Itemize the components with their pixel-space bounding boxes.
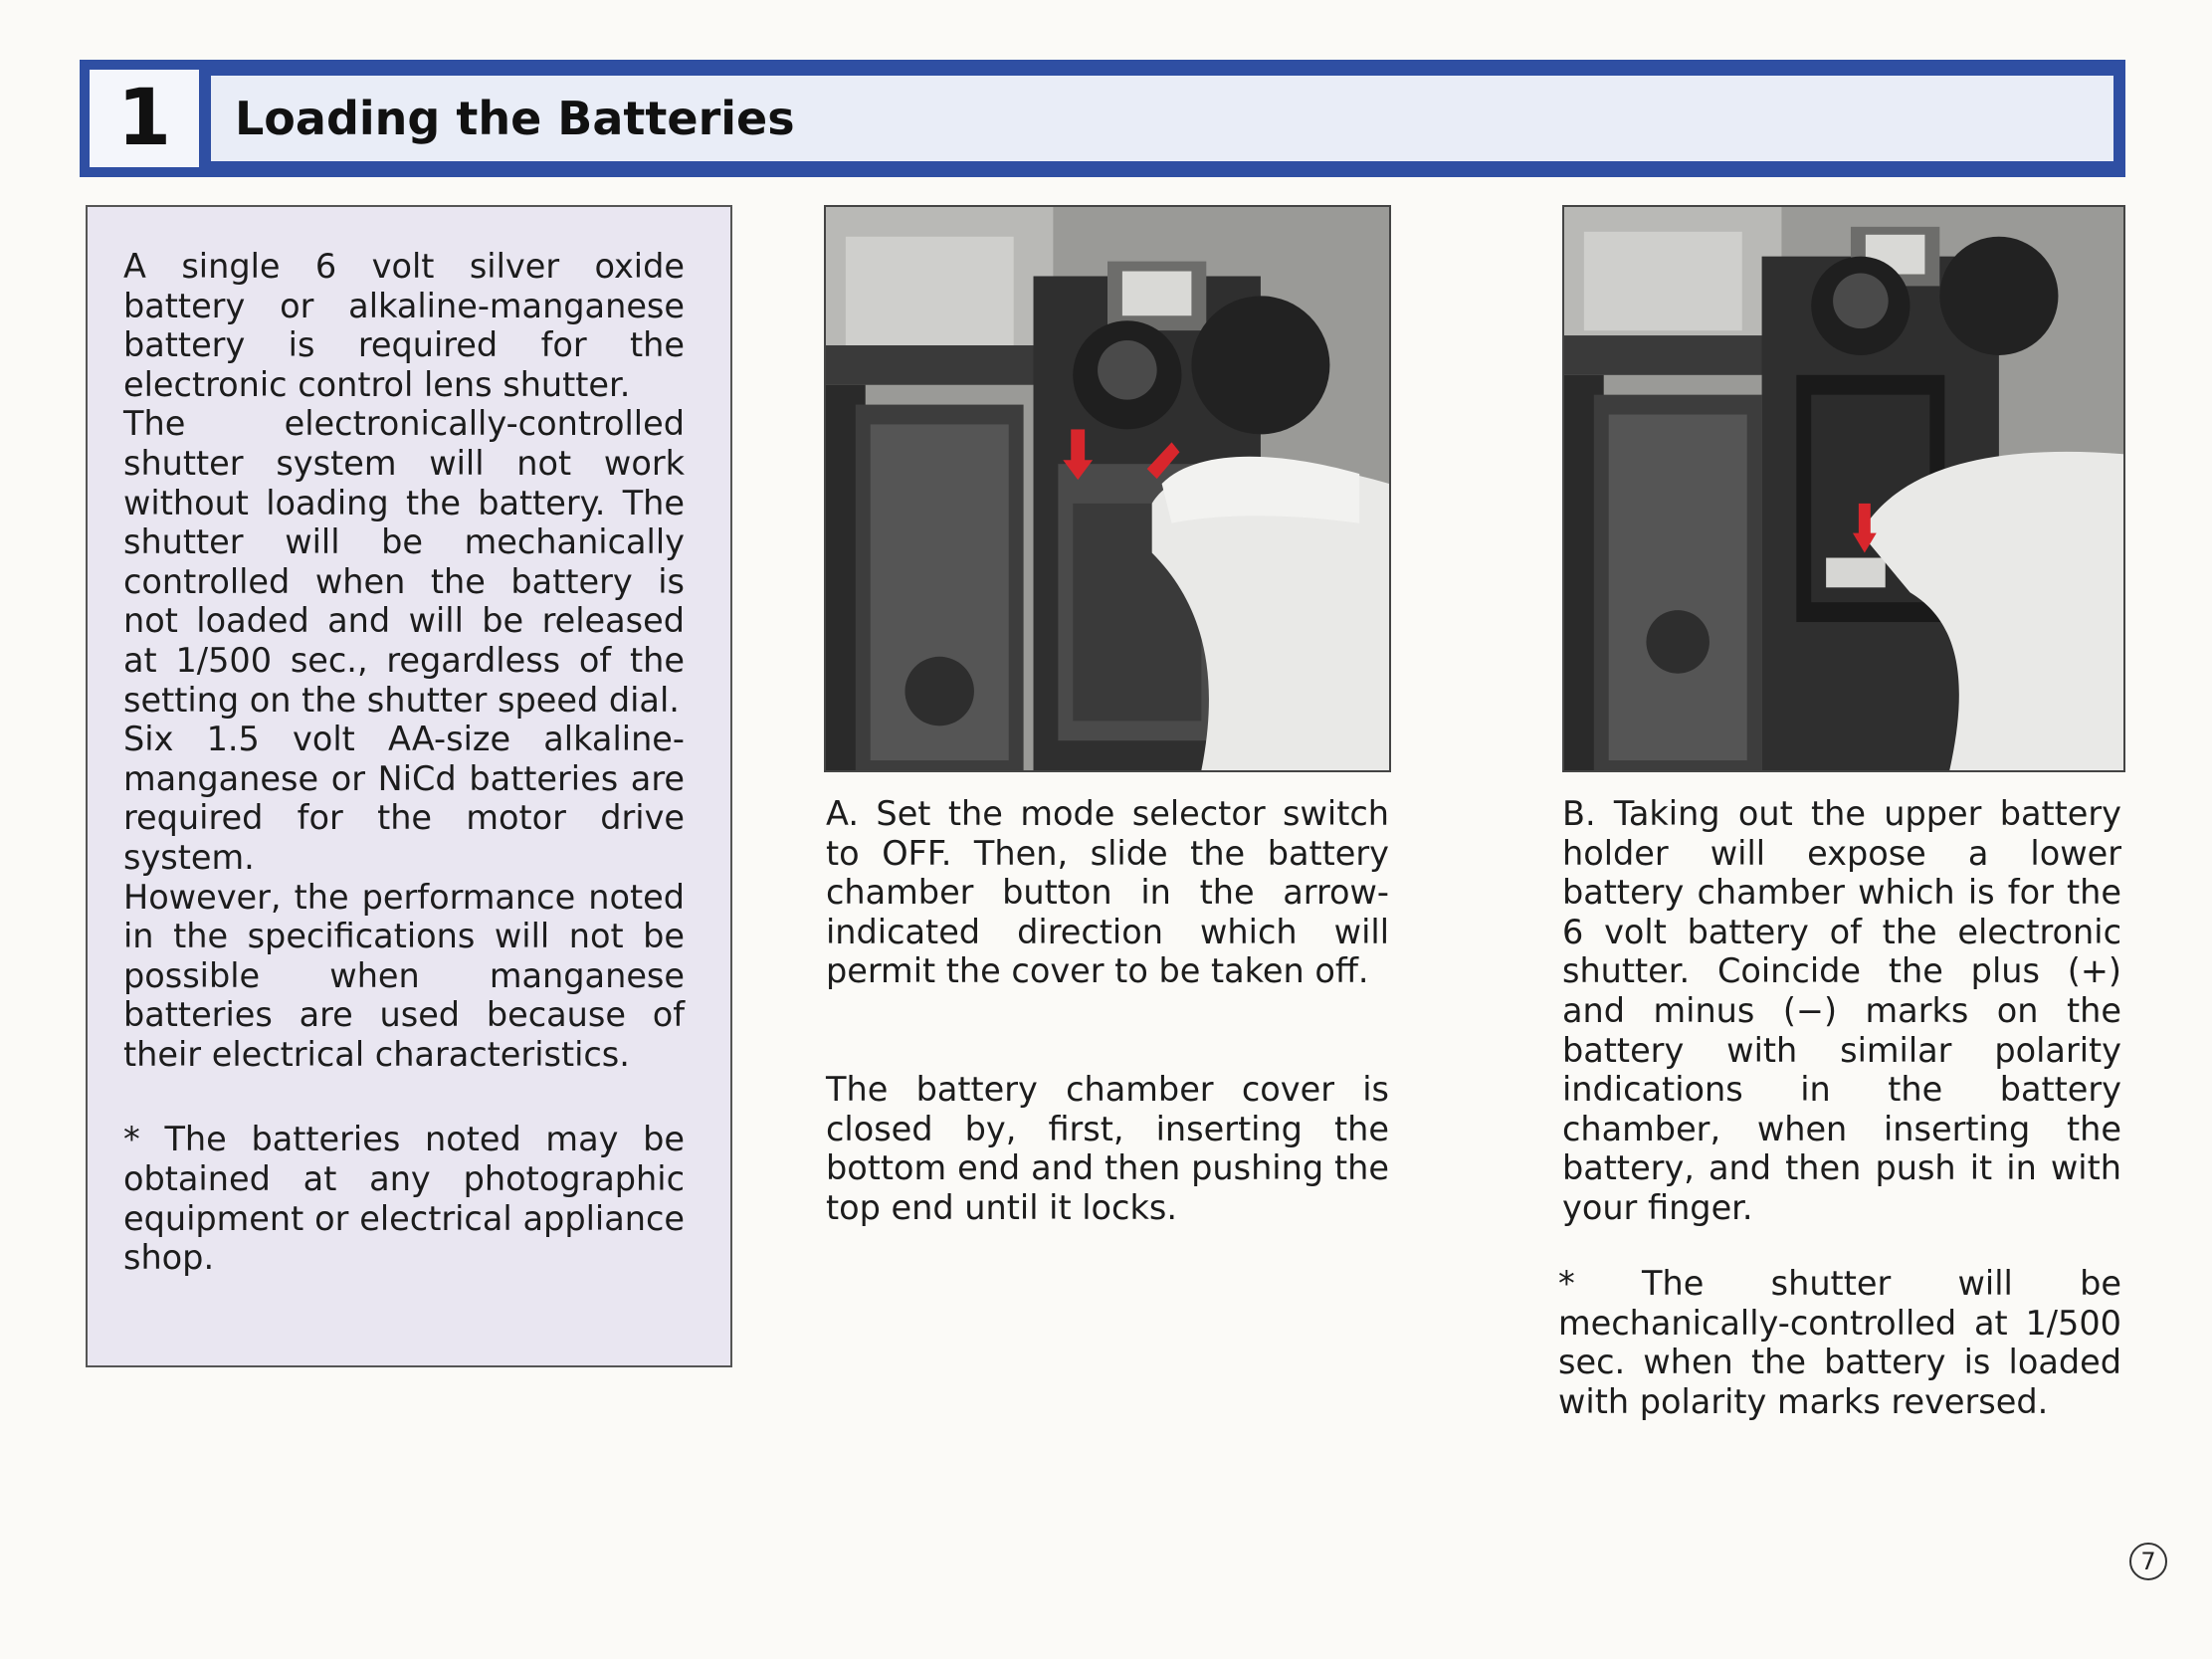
info-paragraph-3: Six 1.5 volt AA-size alkaline-manganese or NiCd batteries are required for the motor drive system. [123,720,685,877]
photo-step-b [1562,205,2125,772]
info-note: * The batteries noted may be obtained at any photographic equipment or electrical appliance shop. [123,1120,685,1278]
camera-photo-a [826,207,1389,770]
section-title: Loading the Batteries [211,76,2113,161]
step-a-caption: A. Set the mode selector switch to OFF. Then, slide the battery chamber button in the arrow-indicated direction which will permit the cover to be taken off. [826,794,1389,991]
info-paragraph-1: A single 6 volt silver oxide battery or alkaline-manganese battery is required for the electronic control lens shutter. [123,247,685,404]
section-header [80,60,2125,177]
page-number: 7 [2129,1543,2167,1580]
photo-step-a [824,205,1391,772]
step-a-followup: The battery chamber cover is closed by, first, inserting the bottom end and then pushing the top end until it locks. [826,1070,1389,1227]
info-paragraph-2: The electronically-controlled shutter system will not work without loading the battery. The shutter will be mechanically controlled when the battery is not loaded and will be released at 1/500 sec., regardless of the setting on the shutter speed dial. [123,404,685,720]
section-number: 1 [90,70,199,167]
info-paragraph-4: However, the performance noted in the specifications will not be possible when manganese batteries are used because of their electrical characteristics. [123,877,685,1074]
camera-photo-b [1564,207,2123,770]
step-b-caption: B. Taking out the upper battery holder will expose a lower battery chamber which is for the 6 volt battery of the electronic shutter. Coincide the plus (+) and minus (−) marks on the battery with similar polarity indications in the battery chamber, when inserting the battery, and then push it in with your finger. [1562,794,2121,1227]
battery-info-panel [86,205,732,1367]
step-b-note: * The shutter will be mechanically-controlled at 1/500 sec. when the battery is loaded with polarity marks reversed. [1558,1264,2121,1421]
